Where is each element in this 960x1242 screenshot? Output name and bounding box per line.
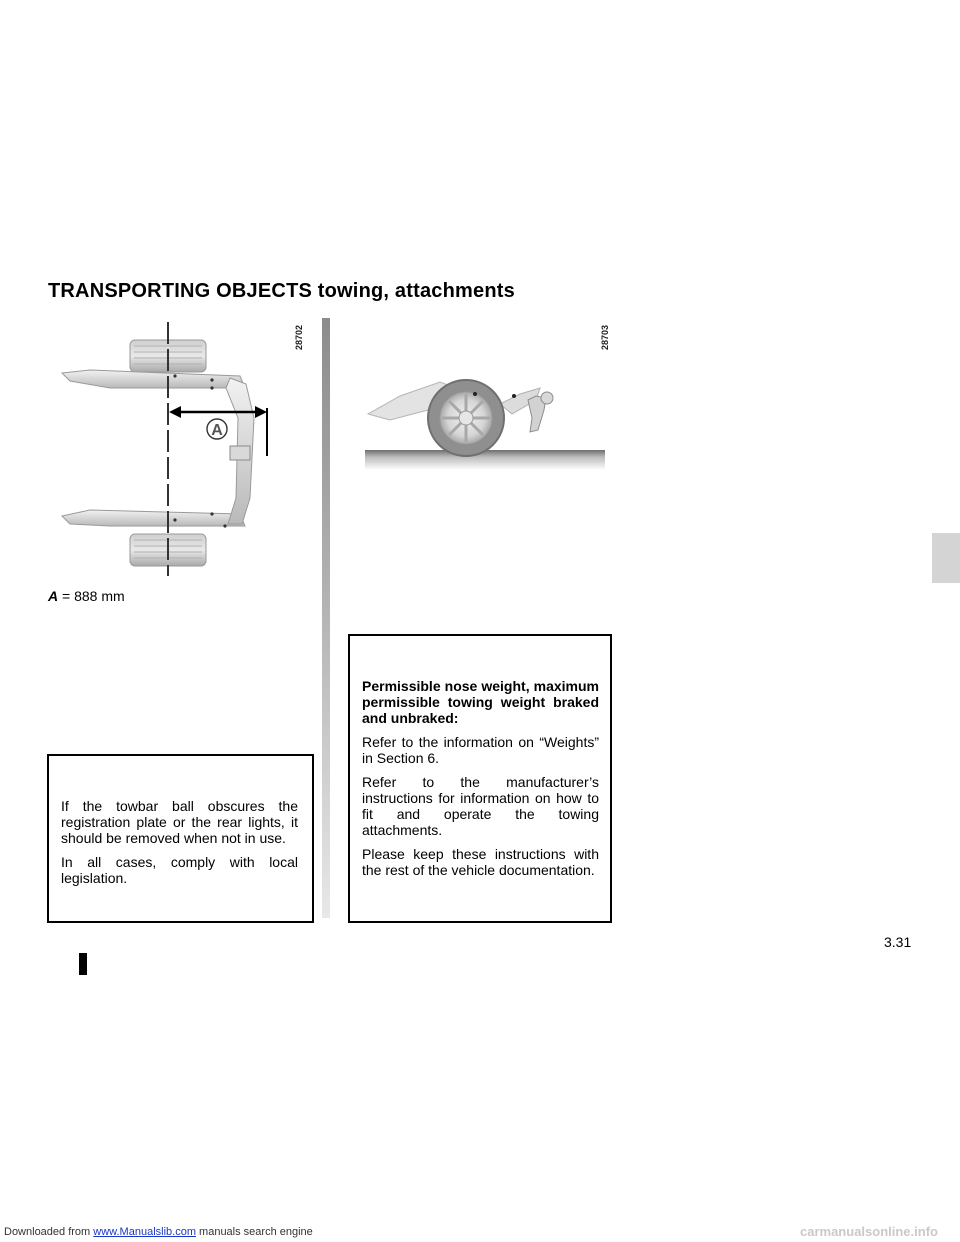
- upper-side-member: [62, 370, 245, 388]
- dimension-letter: A: [48, 588, 59, 604]
- callout-a: [207, 419, 227, 439]
- ground-shadow: [365, 450, 605, 470]
- watermark: carmanualsonline.info: [800, 1224, 938, 1239]
- tow-ball: [541, 392, 553, 404]
- download-suffix: manuals search engine: [195, 1226, 313, 1238]
- towing-weights-box: [348, 634, 612, 923]
- local-legislation-note: In all cases, comply with local legislation.: [61, 854, 298, 886]
- page-number: 3.31: [884, 934, 912, 950]
- towbar-side-view-figure: [360, 318, 610, 488]
- column-divider: [322, 318, 330, 918]
- keep-instructions: Please keep these instructions with the rest of the vehicle documentation.: [362, 846, 599, 878]
- lower-side-member: [62, 510, 245, 526]
- towbar-ball-note: If the towbar ball obscures the registration plate or the rear lights, it should be removed when not in use.: [61, 798, 298, 846]
- towbar-top-view-figure: [50, 318, 325, 580]
- svg-text:A: A: [211, 422, 223, 439]
- weights-reference: Refer to the information on “Weights” in Section 6.: [362, 734, 599, 766]
- towing-weights-heading: Permissible nose weight, maximum permissible towing weight braked and unbraked:: [362, 678, 599, 726]
- download-footer: [4, 1226, 313, 1238]
- manualslib-link[interactable]: www.Manualslib.com: [93, 1226, 196, 1238]
- figure-ref-left: 28702: [294, 324, 304, 350]
- page-title: TRANSPORTING OBJECTS towing, attachments: [48, 280, 515, 302]
- figure-ref-right: 28703: [600, 324, 610, 350]
- manufacturer-instructions: Refer to the manufacturer’s instructions for information on how to fit and operate the towing attachments.: [362, 774, 599, 838]
- tow-ball-mount: [230, 446, 250, 460]
- dimension-a-label: [48, 588, 125, 604]
- edition-marker: [79, 953, 87, 975]
- download-prefix: Downloaded from: [4, 1226, 94, 1238]
- dimension-value: = 888 mm: [58, 588, 125, 604]
- towbar-ball-note-box: [47, 754, 314, 923]
- section-thumb-tab: [932, 533, 960, 583]
